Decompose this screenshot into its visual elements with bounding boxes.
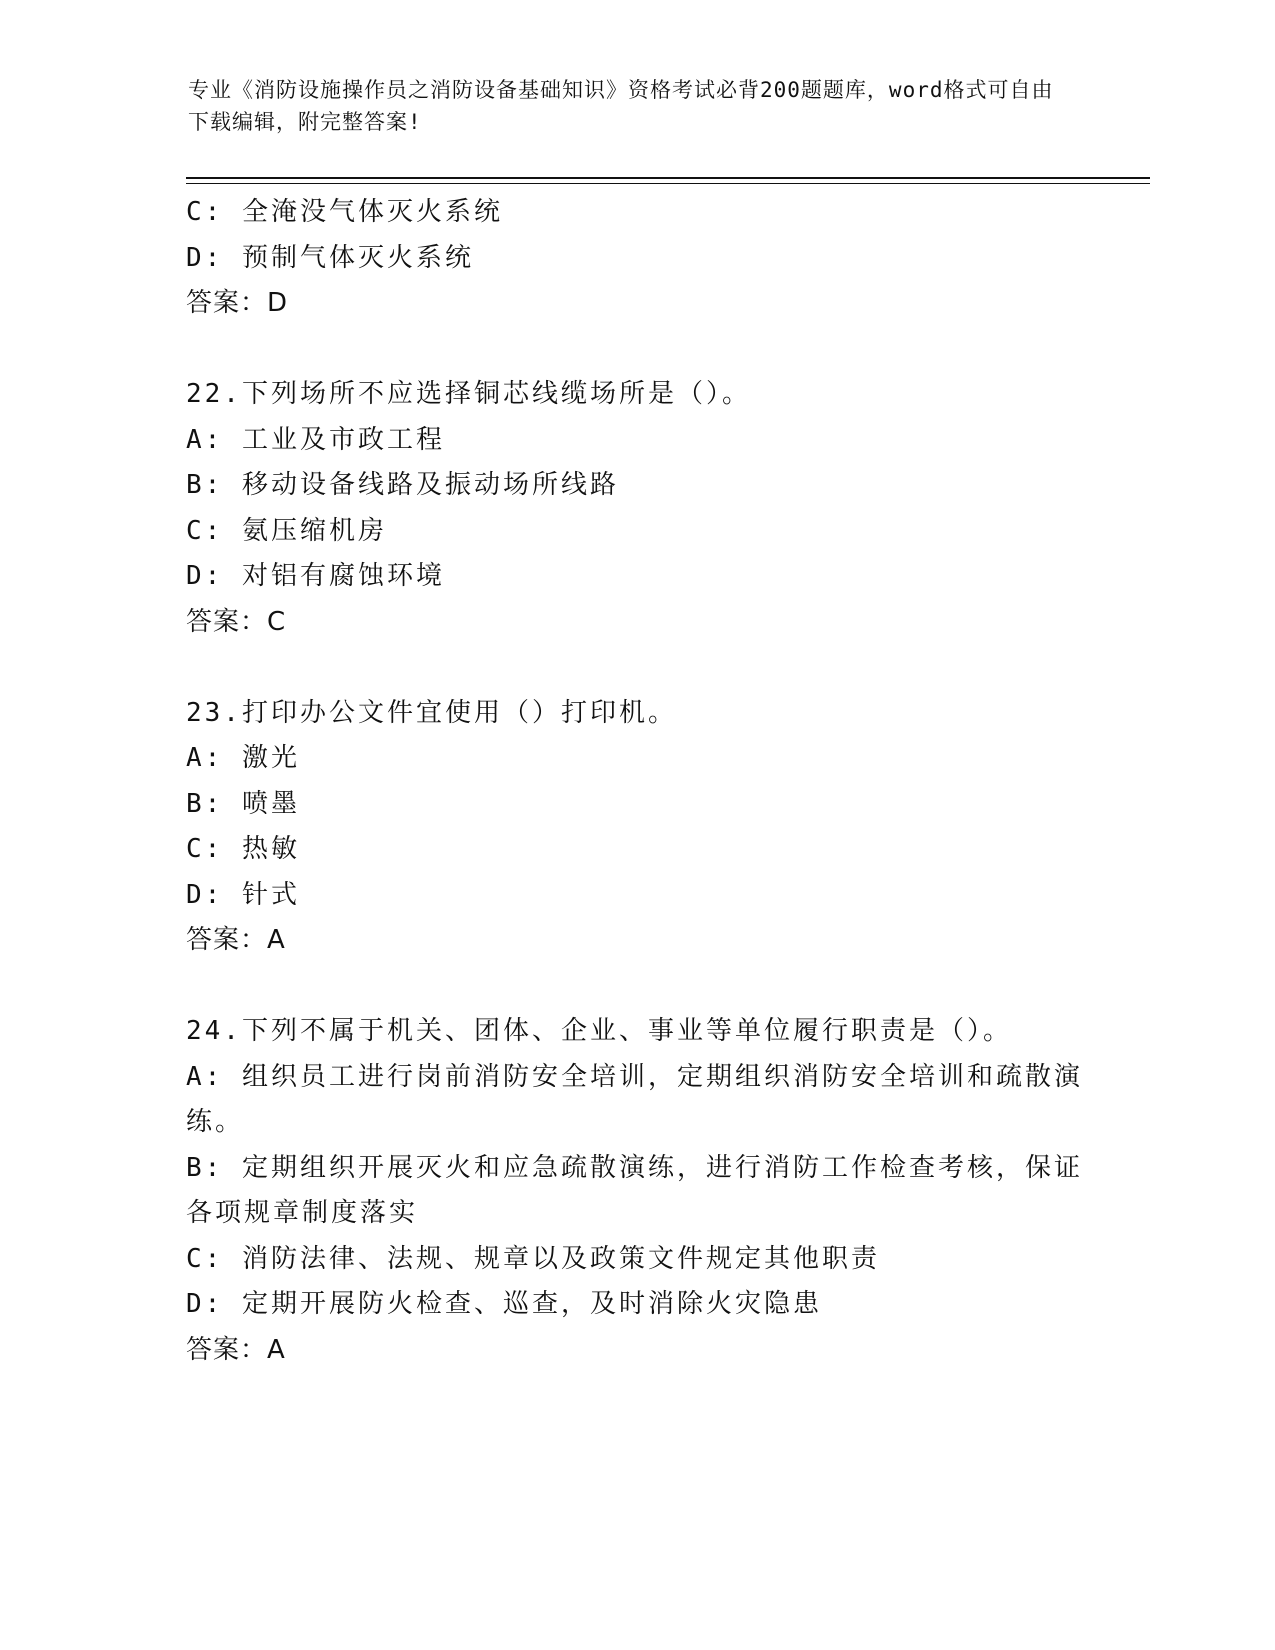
option-c: C: 消防法律、法规、规章以及政策文件规定其他职责 (186, 1243, 880, 1274)
option-b: B: 喷墨 (186, 788, 300, 819)
answer-line: 答案：A (186, 925, 286, 955)
question-22 (186, 372, 1086, 645)
option-b: B: 定期组织开展灭火和应急疏散演练，进行消防工作检查考核，保证各项规章制度落实 (186, 1152, 1083, 1228)
answer-line: 答案：C (186, 606, 287, 637)
question-stem: 22.下列场所不应选择铜芯线缆场所是（）。 (186, 379, 751, 409)
option-d: D: 预制气体灭火系统 (186, 242, 474, 273)
question-stem: 23.打印办公文件宜使用（）打印机。 (186, 697, 677, 728)
question-content (186, 190, 1086, 1373)
answer-line: 答案：A (186, 1334, 286, 1365)
option-a: A: 激光 (186, 743, 300, 773)
header-divider (186, 177, 1150, 184)
question-stem: 24.下列不属于机关、团体、企业、事业等单位履行职责是（）。 (186, 1016, 1012, 1046)
document-header: 专业《消防设施操作员之消防设备基础知识》资格考试必背200题题库，word格式可自由下载编辑，附完整答案! (188, 78, 1054, 134)
option-d: D: 针式 (186, 879, 300, 910)
spacer (186, 645, 1086, 691)
option-a: A: 组织员工进行岗前消防安全培训，定期组织消防安全培训和疏散演练。 (186, 1061, 1083, 1137)
question-23 (186, 691, 1086, 964)
previous-question-tail (186, 190, 1086, 327)
option-c: C: 氨压缩机房 (186, 515, 387, 546)
option-d: D: 定期开展防火检查、巡查，及时消除火灾隐患 (186, 1289, 822, 1319)
option-b: B: 移动设备线路及振动场所线路 (186, 470, 619, 500)
spacer (186, 327, 1086, 373)
option-d: D: 对铝有腐蚀环境 (186, 561, 445, 591)
option-c: C: 热敏 (186, 834, 300, 864)
option-a: A: 工业及市政工程 (186, 424, 445, 455)
answer-line: 答案：D (186, 288, 289, 318)
option-c: C: 全淹没气体灭火系统 (186, 197, 503, 227)
question-24 (186, 1009, 1086, 1373)
spacer (186, 964, 1086, 1010)
